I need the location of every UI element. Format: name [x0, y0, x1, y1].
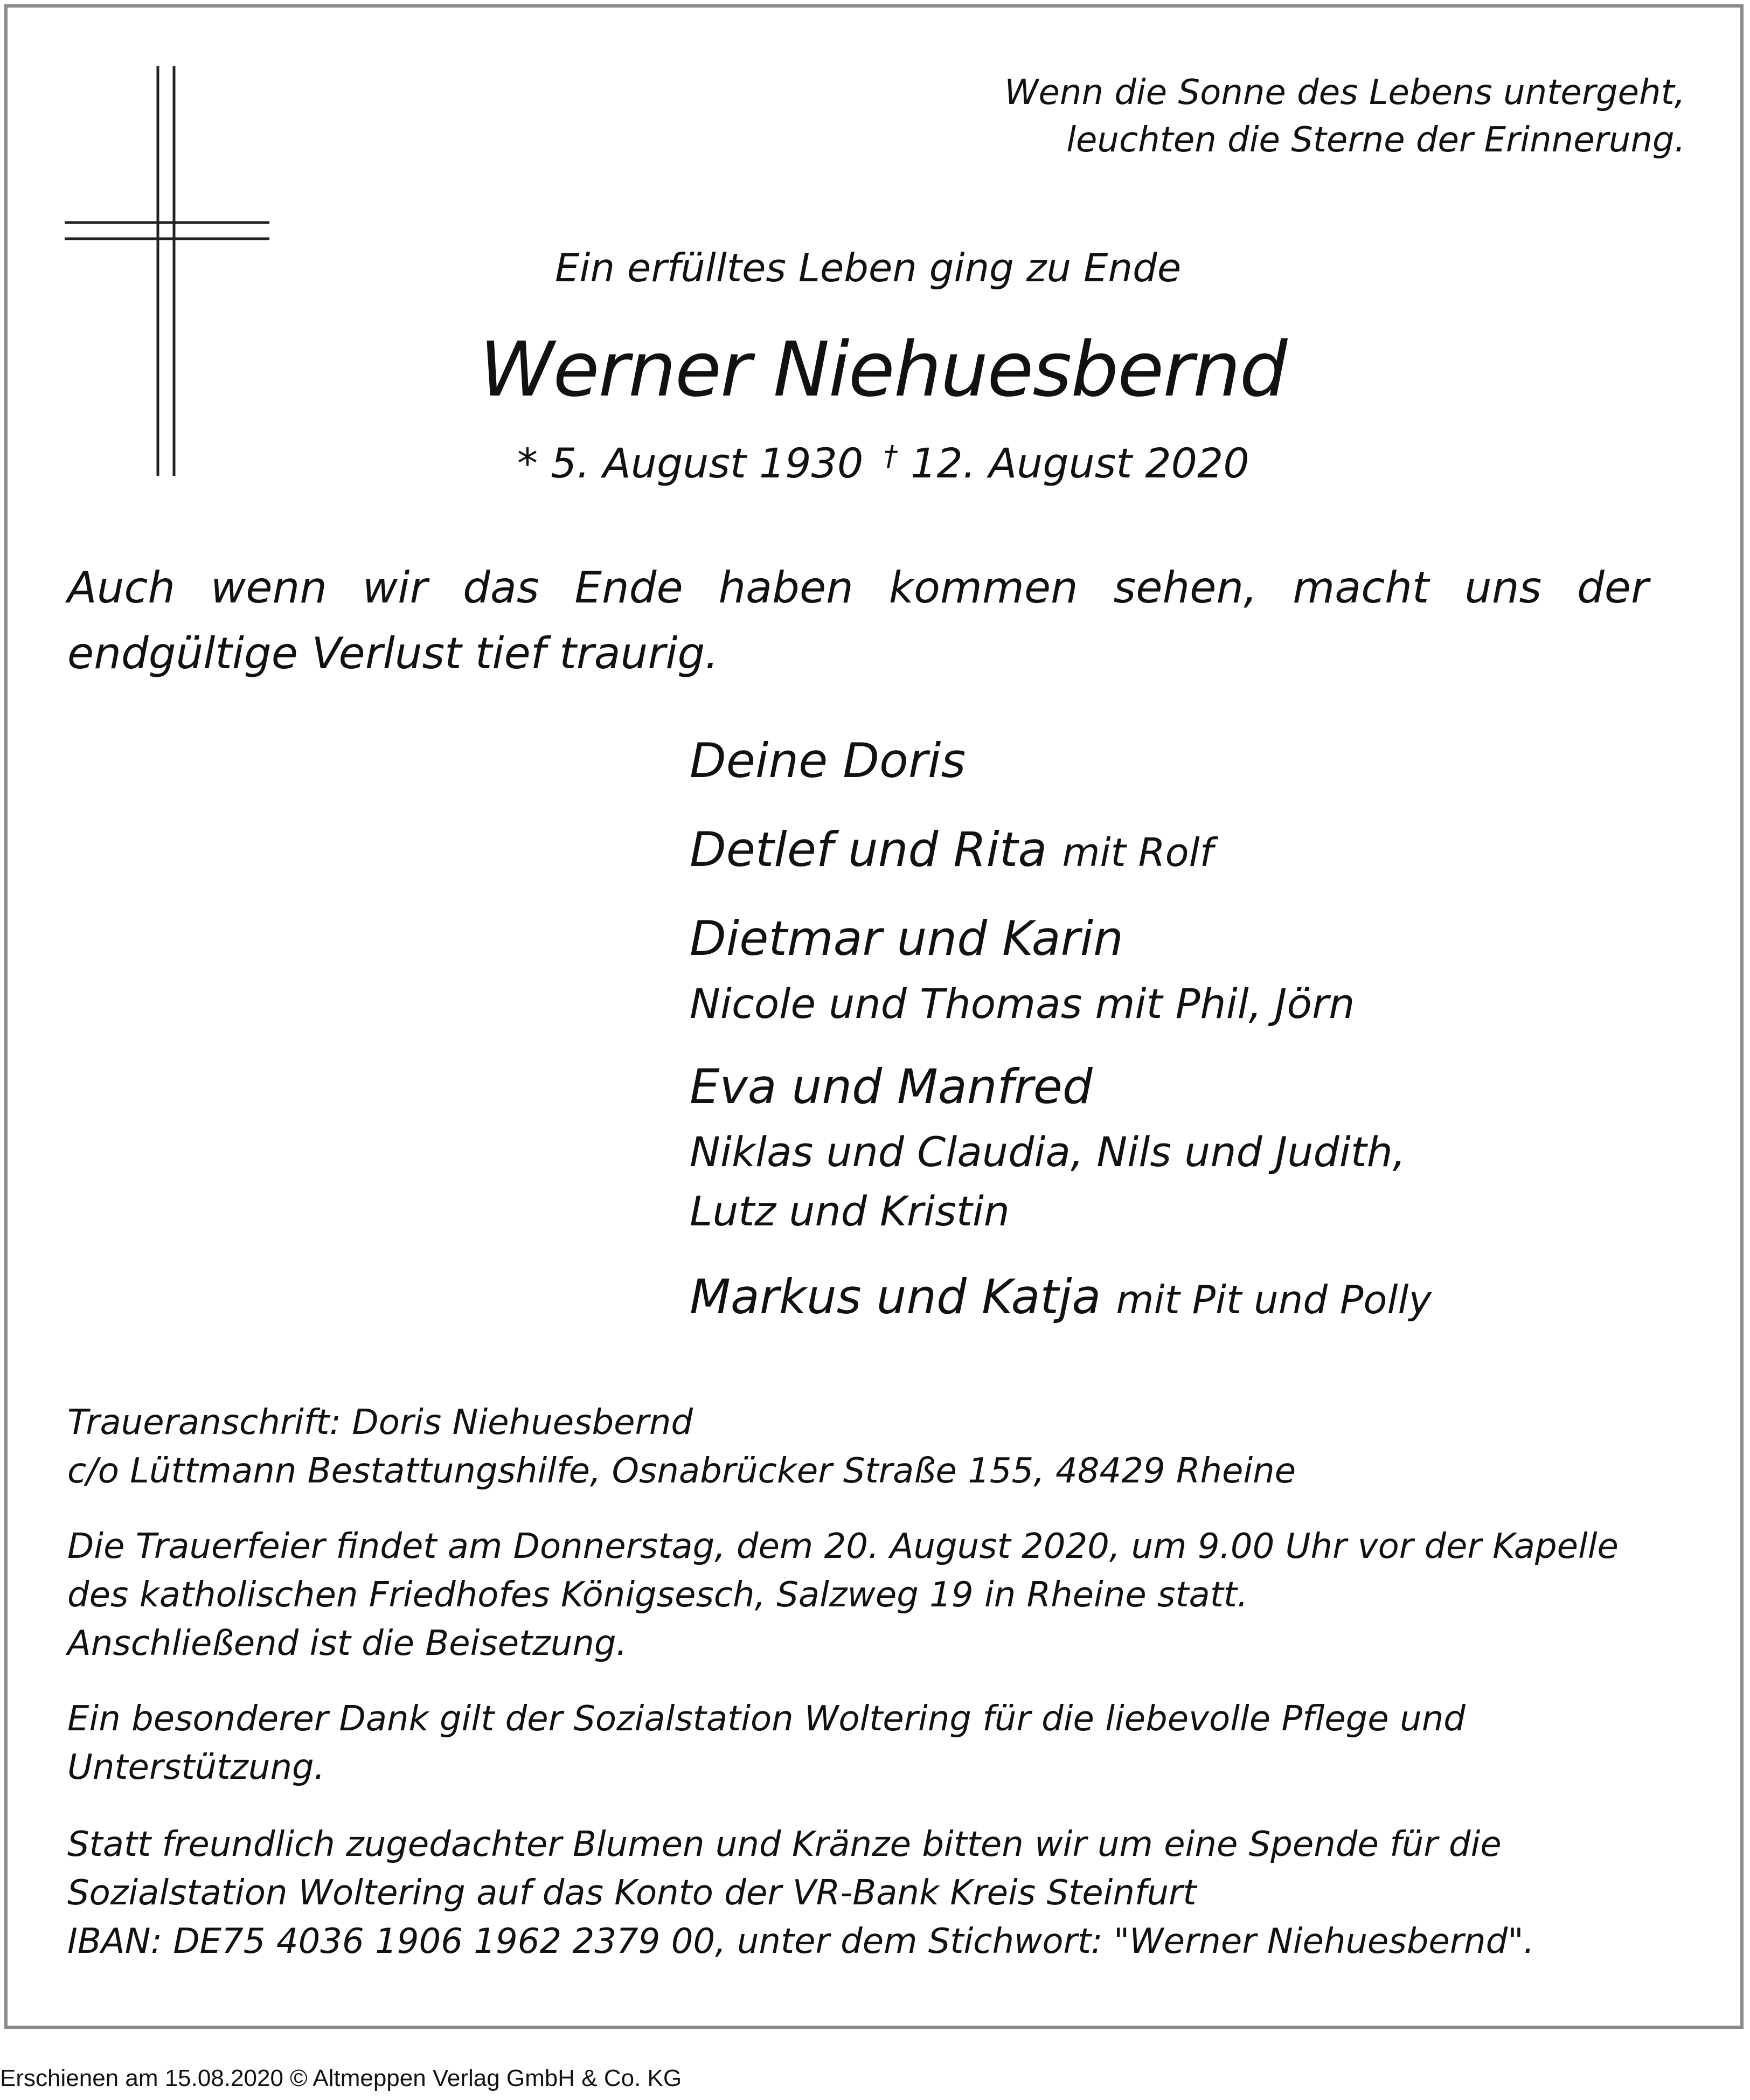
quote-word: haben	[718, 563, 853, 613]
family-markus-names: Markus und Katja	[690, 1269, 1101, 1325]
motto-line-1: Wenn die Sonne des Lebens untergeht,	[1004, 73, 1685, 113]
donation-line-3: IBAN: DE75 4036 1906 1962 2379 00, unter dem Stichwort: "Werner Niehuesbernd".	[67, 1922, 1534, 1962]
family-eva-children-2: Lutz und Kristin	[690, 1187, 1010, 1235]
quote-word: Auch	[67, 563, 176, 613]
death-date-text: 12. August 2020	[911, 439, 1249, 487]
family-eva: Eva und Manfred	[690, 1059, 1093, 1114]
motto-line-2: leuchten die Sterne der Erinnerung.	[1066, 120, 1685, 160]
ceremony-line-1: Die Trauerfeier findet am Donnerstag, dem 20. August 2020, um 9.00 Uhr vor der Kapelle	[67, 1527, 1619, 1567]
quote-word: der	[1577, 563, 1649, 613]
dagger-icon: †	[884, 440, 898, 473]
family-doris: Deine Doris	[690, 733, 966, 788]
quote-line-2: endgültige Verlust tief traurig.	[67, 628, 719, 678]
thanks-line-2: Unterstützung.	[67, 1748, 325, 1787]
family-detlef	[690, 822, 1213, 877]
quote-word: wir	[362, 563, 428, 613]
publication-footer: Erschienen am 15.08.2020 © Altmeppen Verlag GmbH & Co. KG	[0, 2065, 682, 2091]
deceased-name: Werner Niehuesbernd	[480, 326, 1287, 414]
quote-word: kommen	[888, 563, 1078, 613]
family-dietmar: Dietmar und Karin	[690, 911, 1123, 966]
quote-line-1	[67, 555, 1649, 621]
family-markus-extra: mit Pit und Polly	[1116, 1277, 1432, 1322]
family-dietmar-children: Nicole und Thomas mit Phil, Jörn	[690, 980, 1355, 1028]
thanks-line-1: Ein besonderer Dank gilt der Sozialstation Woltering für die liebevolle Pflege und	[67, 1699, 1466, 1739]
cross-icon	[59, 64, 275, 476]
quote-word: wenn	[210, 563, 327, 613]
donation-line-2: Sozialstation Woltering auf das Konto der VR-Bank Kreis Steinfurt	[67, 1873, 1197, 1913]
family-eva-children-1: Niklas und Claudia, Nils und Judith,	[690, 1128, 1406, 1176]
death-date	[884, 439, 1249, 487]
quote-word: das	[463, 563, 539, 613]
birth-date: * 5. August 1930	[517, 439, 864, 487]
family-markus	[690, 1269, 1432, 1325]
ceremony-line-3: Anschließend ist die Beisetzung.	[67, 1624, 627, 1664]
quote-word: Ende	[574, 563, 683, 613]
ceremony-line-2: des katholischen Friedhofes Königsesch, Salzweg 19 in Rheine statt.	[67, 1575, 1248, 1615]
donation-line-1: Statt freundlich zugedachter Blumen und Kränze bitten wir um eine Spende für die	[67, 1825, 1502, 1865]
quote-word: macht	[1293, 563, 1429, 613]
address-line-1: Traueranschrift: Doris Niehuesbernd	[67, 1403, 693, 1443]
address-line-2: c/o Lüttmann Bestattungshilfe, Osnabrücker Straße 155, 48429 Rheine	[67, 1451, 1296, 1491]
quote-word: uns	[1464, 563, 1542, 613]
family-detlef-names: Detlef und Rita	[690, 822, 1047, 877]
intro-text: Ein erfülltes Leben ging zu Ende	[555, 245, 1182, 290]
family-detlef-extra: mit Rolf	[1062, 830, 1214, 875]
quote-word: sehen,	[1113, 563, 1258, 613]
